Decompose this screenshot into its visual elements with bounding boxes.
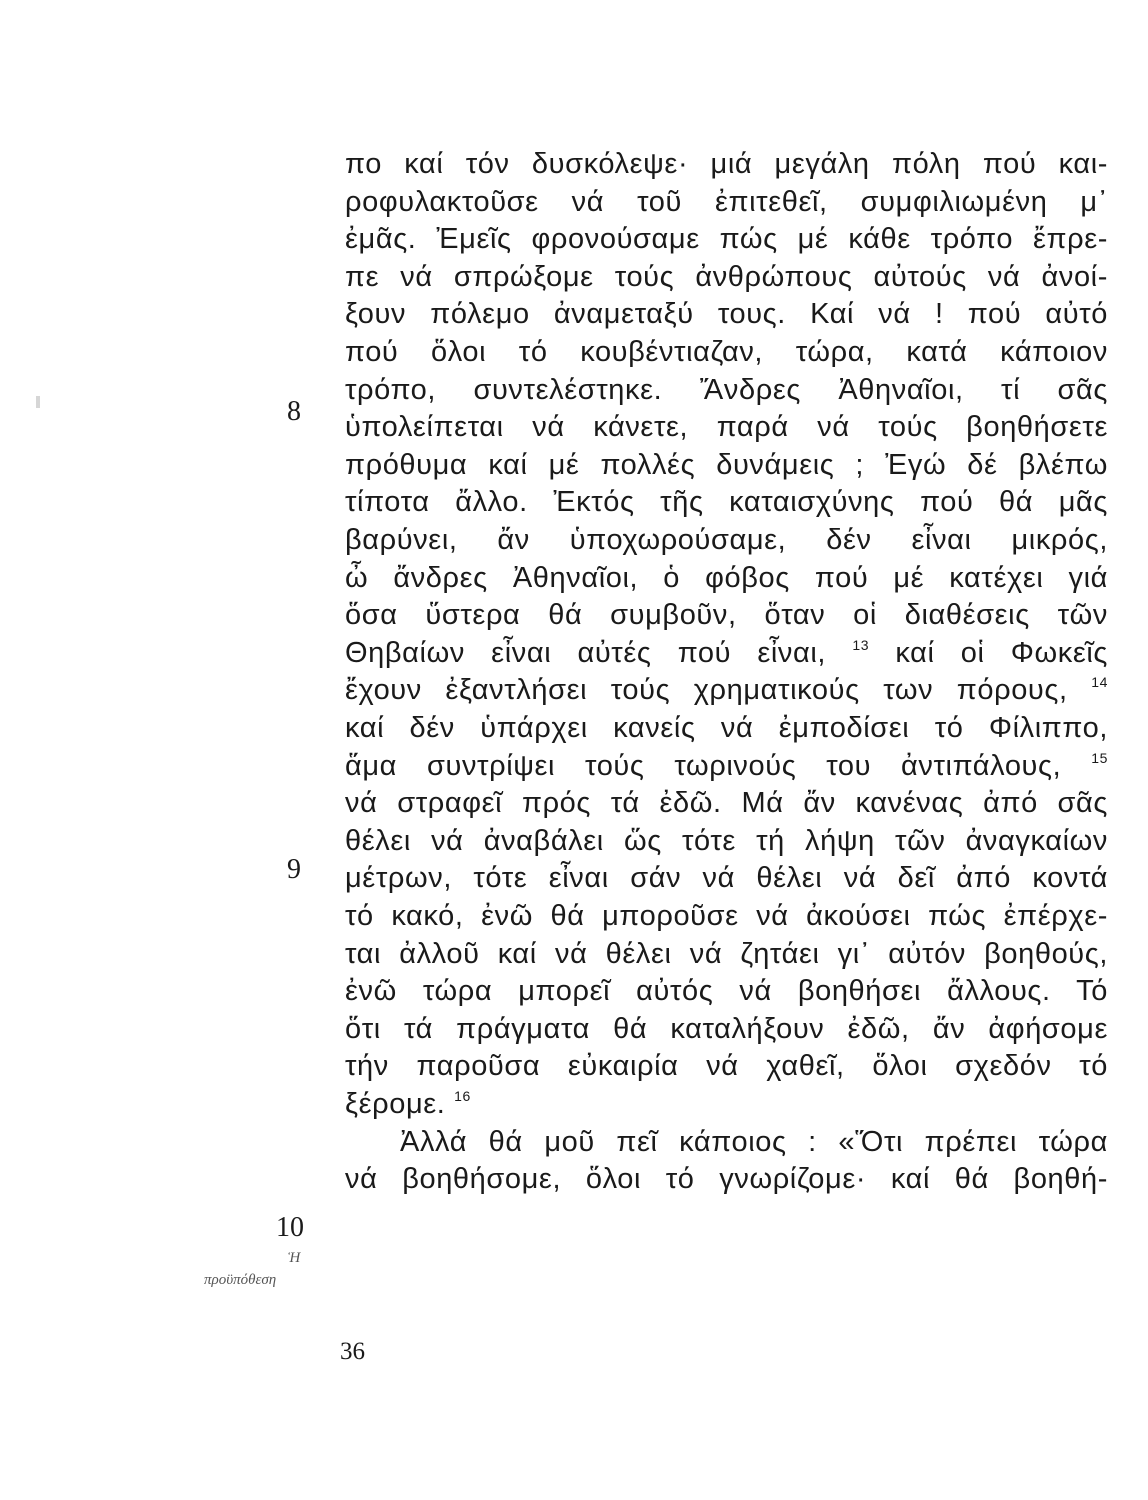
line-text: ὅσα ὕστερα θά συμβοῦν, ὅταν οἱ διαθέσεις τῶν [345,599,1108,631]
line-text: ἐμᾶς. Ἐμεῖς φρονούσαμε πώς μέ κάθε τρόπο ἔπρε- [345,223,1108,255]
text-line [345,860,1108,896]
text-line [345,560,1108,596]
line-text: ροφυλακτοῦσε νά τοῦ ἐπιτεθεῖ, συμφιλιωμένη μ᾿ [345,186,1108,218]
line-text: Ἀλλά θά μοῦ πεῖ κάποιος : «Ὅτι πρέπει τώρα [400,1126,1108,1158]
line-text: καί δέν ὑπάρχει κανείς νά ἐμποδίσει τό Φίλιππο, [345,712,1108,744]
line-text: τρόπο, συντελέστηκε. Ἄνδρες Ἀθηναῖοι, τί σᾶς [345,374,1108,406]
footnote-ref: 14 [1091,674,1108,690]
margin-note-keyword: προϋπόθεση [204,1272,277,1288]
line-text: ἅμα συντρίψει τούς τωρινούς του ἀντιπάλους, [345,750,1062,782]
line-text: βαρύνει, ἄν ὑποχωρούσαμε, δέν εἶναι μικρός, [345,524,1108,556]
text-line [345,597,1108,633]
text-line [345,221,1108,257]
text-line [345,672,1108,708]
text-line [345,973,1108,1009]
text-line [345,372,1108,408]
text-line [345,1161,1108,1197]
text-line [345,635,1108,671]
line-text: μέτρων, τότε εἶναι σάν νά θέλει νά δεῖ ἀπό κοντά [345,862,1108,894]
text-line [345,184,1108,220]
text-line [345,785,1108,821]
line-text: πρόθυμα καί μέ πολλές δυνάμεις ; Ἐγώ δέ βλέπω [345,449,1108,481]
text-line [345,259,1108,295]
text-line [345,823,1108,859]
section-number-9: 9 [287,854,301,885]
line-text: πο καί τόν δυσκόλεψε· μιά μεγάλη πόλη πού και- [345,148,1108,180]
section-number-10: 10 [276,1212,304,1243]
line-text: νά στραφεῖ πρός τά ἐδῶ. Μά ἄν κανένας ἀπό σᾶς [345,787,1108,819]
page-number: 36 [340,1338,365,1365]
text-line [345,748,1108,784]
line-text: ξέρομε. [345,1088,446,1120]
line-text: ὦ ἄνδρες Ἀθηναῖοι, ὁ φόβος πού μέ κατέχει γιά [345,562,1108,594]
scan-speck [36,396,40,408]
text-line [345,898,1108,934]
line-text: πε νά σπρώξομε τούς ἀνθρώπους αὐτούς νά ἀνοί- [345,261,1108,293]
line-text-continued: καί οἱ Φωκεῖς [869,637,1108,669]
line-text: ὅτι τά πράγματα θά καταλήξουν ἐδῶ, ἄν ἀφήσομε [345,1013,1108,1045]
line-text: ξουν πόλεμο ἀναμεταξύ τους. Καί νά ! πού αὐτό [345,298,1108,330]
text-line [345,1086,1108,1122]
text-line [400,1124,1108,1160]
text-line [345,1048,1108,1084]
text-line [345,334,1108,370]
text-line [345,146,1108,182]
line-text: ται ἀλλοῦ καί νά θέλει νά ζητάει γι᾿ αὐτόν βοηθούς, [345,938,1108,970]
text-line [345,522,1108,558]
line-text: Θηβαίων εἶναι αὐτές πού εἶναι, [345,637,827,669]
line-text: πού ὅλοι τό κουβέντιαζαν, τώρα, κατά κάποιον [345,336,1108,368]
text-line [345,409,1108,445]
text-line [345,936,1108,972]
footnote-ref: 15 [1091,750,1108,766]
line-text: τό κακό, ἐνῶ θά μποροῦσε νά ἀκούσει πώς ἐπέρχε- [345,900,1108,932]
text-line [345,1011,1108,1047]
text-line [345,296,1108,332]
line-text: θέλει νά ἀναβάλει ὥς τότε τή λήψη τῶν ἀναγκαίων [345,825,1108,857]
line-text: νά βοηθήσομε, ὅλοι τό γνωρίζομε· καί θά βοηθή- [345,1163,1108,1195]
line-text: τίποτα ἄλλο. Ἐκτός τῆς καταισχύνης πού θά μᾶς [345,486,1108,518]
text-line [345,447,1108,483]
line-text: ὑπολείπεται νά κάνετε, παρά νά τούς βοηθήσετε [345,411,1108,443]
text-line [345,710,1108,746]
line-text: τήν παροῦσα εὐκαιρία νά χαθεῖ, ὅλοι σχεδόν τό [345,1050,1108,1082]
footnote-ref: 16 [454,1088,471,1104]
text-line [345,484,1108,520]
margin-note-heading: Ἡ [288,1250,301,1266]
line-text: ἔχουν ἐξαντλήσει τούς χρηματικούς των πόρους, [345,674,1068,706]
footnote-ref: 13 [852,637,870,653]
line-text: ἐνῶ τώρα μπορεῖ αὐτός νά βοηθήσει ἄλλους. Τό [345,975,1108,1007]
section-number-8: 8 [287,396,301,427]
